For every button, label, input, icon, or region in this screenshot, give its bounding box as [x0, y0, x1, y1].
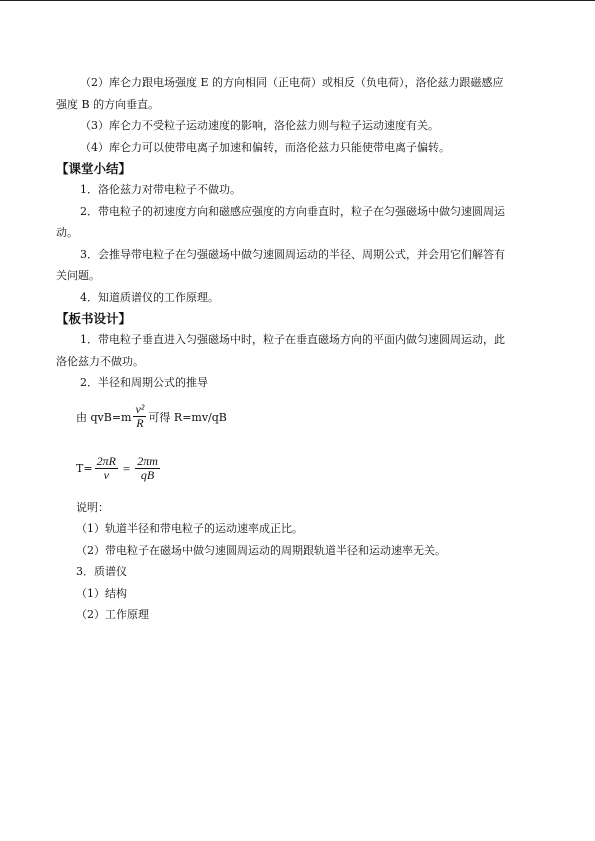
mass-spectrometer-principle: （2）工作原理: [76, 608, 149, 621]
mass-spectrometer-structure: （1）结构: [76, 586, 127, 600]
equals-sign: =: [122, 460, 131, 476]
board-point-2: 2．半径和周期公式的推导: [80, 376, 208, 389]
page-top-rule: [0, 0, 595, 1]
period-fraction-1-denominator: v: [103, 468, 109, 482]
summary-point-3-line-1: 3．会推导带电粒子在匀强磁场中做匀速圆周运动的半径、周期公式，并会用它们解答有: [80, 247, 505, 261]
comparison-item-2-line-2: 强度 B 的方向垂直。: [56, 97, 160, 111]
summary-point-4: 4．知道质谱仪的工作原理。: [80, 290, 219, 304]
period-formula: [56, 447, 542, 491]
period-fraction-2-numerator: 2πm: [137, 454, 158, 468]
period-fraction-1-numerator: 2πR: [96, 454, 116, 468]
comparison-item-2-line-1: （2）库仑力跟电场强度 E 的方向相同（正电荷）或相反（负电荷），洛伦兹力跟磁感应: [80, 76, 504, 89]
period-formula-fraction-2: [135, 455, 160, 482]
class-summary-section: [56, 158, 542, 308]
board-point-1-line-2: 洛伦兹力不做功。: [56, 354, 144, 368]
comparison-item-3: （3）库仑力不受粒子运动速度的影响，洛伦兹力则与粒子运动速度有关。: [80, 119, 439, 132]
summary-point-2-line-1: 2．带电粒子的初速度方向和磁感应强度的方向垂直时，粒子在匀强磁场中做匀速圆周运: [80, 204, 505, 218]
board-point-3: 3．质谱仪: [76, 565, 127, 578]
class-summary-heading: 【课堂小结】: [56, 161, 132, 176]
explanation-note-2: （2）带电粒子在磁场中做匀速圆周运动的周期跟轨道半径和运动速率无关。: [76, 543, 446, 557]
period-formula-prefix: T=: [76, 462, 93, 475]
board-design-section: [56, 308, 542, 626]
explanation-note-1: （1）轨道半径和带电粒子的运动速率成正比。: [76, 522, 303, 535]
board-point-1-line-1: 1．带电粒子垂直进入匀强磁场中时，粒子在垂直磁场方向的平面内做匀速圆周运动，此: [80, 333, 505, 346]
summary-point-1: 1．洛伦兹力对带电粒子不做功。: [80, 183, 241, 196]
period-fraction-2-denominator: qB: [140, 468, 155, 482]
radius-formula: [56, 397, 542, 437]
summary-point-2-line-2: 动。: [56, 226, 78, 239]
document-page: [56, 72, 542, 626]
explanation-label: 说明：: [76, 500, 109, 514]
radius-formula-prefix: 由 qvB=m: [76, 410, 132, 424]
period-formula-fraction-1: [95, 455, 118, 482]
summary-point-3-line-2: 关问题。: [56, 269, 100, 282]
comparison-item-4: （4）库仑力可以使带电离子加速和偏转，而洛伦兹力只能使带电离子偏转。: [80, 140, 450, 154]
radius-formula-denominator: R: [136, 416, 144, 430]
radius-formula-fraction: [133, 403, 146, 430]
radius-formula-numerator: v²: [135, 402, 145, 416]
comparison-section: [56, 72, 542, 158]
radius-formula-suffix: 可得 R=mv/qB: [148, 410, 227, 424]
board-design-heading: 【板书设计】: [56, 311, 132, 326]
